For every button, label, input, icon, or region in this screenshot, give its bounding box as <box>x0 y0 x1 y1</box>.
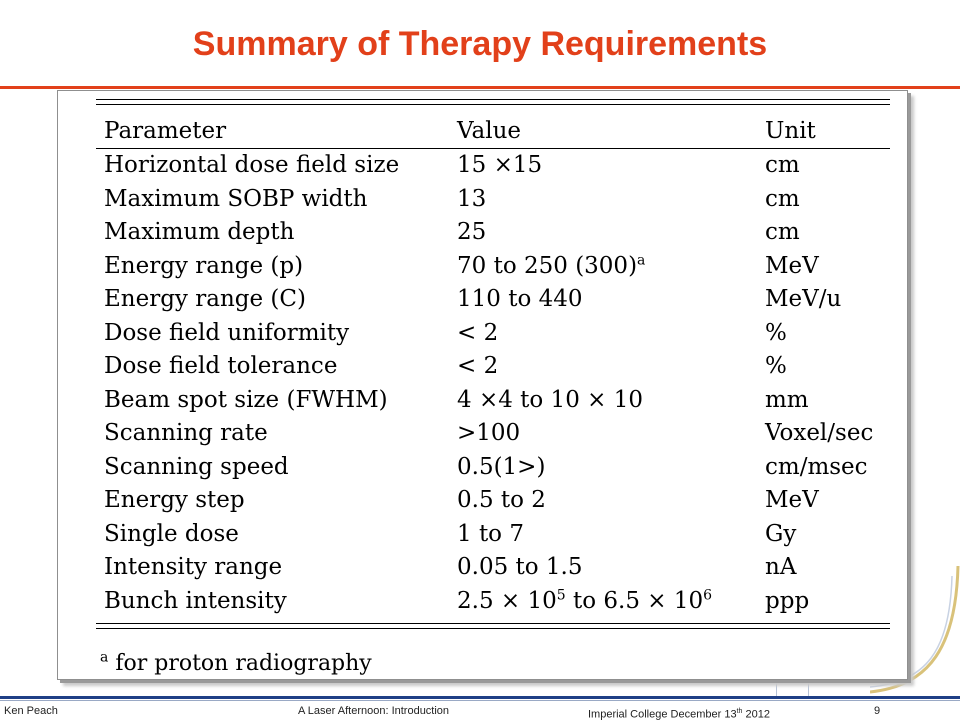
cell-parameter: Scanning rate <box>104 420 268 446</box>
footnote-ref: a <box>637 251 646 268</box>
table-row <box>96 484 890 518</box>
cell-value <box>449 585 757 619</box>
footnote-text: for proton radiography <box>108 651 372 676</box>
cell-unit: % <box>765 353 787 379</box>
table-row <box>96 283 890 317</box>
table-row <box>96 384 890 418</box>
slide-image <box>57 90 908 680</box>
table-row <box>96 183 890 217</box>
cell-unit: MeV/u <box>765 286 842 312</box>
cell-value: < 2 <box>457 353 499 379</box>
cell-unit: Gy <box>765 520 797 547</box>
cell-parameter: Dose field uniformity <box>104 319 350 346</box>
footnote <box>100 651 372 676</box>
footer-author: Ken Peach <box>4 705 58 717</box>
cell-parameter: Scanning speed <box>104 453 289 480</box>
cell-value: >100 <box>457 420 521 446</box>
cell-value: 0.5 to 2 <box>457 487 546 513</box>
table-row <box>96 518 890 552</box>
table-row <box>96 149 890 183</box>
table-top-rule-2 <box>96 104 890 105</box>
cell-value: 25 <box>457 219 487 245</box>
table-row <box>96 216 890 250</box>
table-row <box>96 417 890 451</box>
cell-value: 0.5(1>) <box>457 453 546 480</box>
cell-value: 0.05 to 1.5 <box>457 554 583 580</box>
footer-venue-text: Imperial College December 13 <box>588 708 737 721</box>
cell-parameter: Bunch intensity <box>104 587 287 614</box>
title-rule <box>0 86 960 89</box>
cell-value <box>449 250 757 284</box>
cell-value: 1 to 7 <box>457 520 524 547</box>
footer-venue <box>588 703 770 720</box>
cell-value: 15 ×15 <box>457 152 543 178</box>
cell-unit: cm <box>765 152 800 178</box>
table-bottom-rule-2 <box>96 628 890 629</box>
cell-parameter: Single dose <box>104 520 239 547</box>
table-row <box>96 317 890 351</box>
header-rule <box>96 148 890 149</box>
footer-venue-year: 2012 <box>742 708 770 721</box>
cell-unit: % <box>765 319 787 346</box>
table-row <box>96 451 890 485</box>
cell-value: 110 to 440 <box>457 286 583 312</box>
cell-parameter: Beam spot size (FWHM) <box>104 386 388 413</box>
cell-unit: Voxel/sec <box>765 420 874 446</box>
cell-unit: cm <box>765 185 800 212</box>
cell-value: 4 ×4 to 10 × 10 <box>457 386 643 413</box>
table-row <box>96 551 890 585</box>
footer-talk-title: A Laser Afternoon: Introduction <box>298 705 450 717</box>
cell-parameter: Maximum SOBP width <box>104 185 368 212</box>
table-row <box>96 585 890 619</box>
cell-parameter: Energy range (C) <box>104 286 306 312</box>
table-row <box>96 250 890 284</box>
header-unit: Unit <box>765 118 816 144</box>
footnote-mark: a <box>100 649 109 666</box>
cell-parameter: Energy range (p) <box>104 252 304 279</box>
page-number: 9 <box>874 705 881 717</box>
cell-parameter: Dose field tolerance <box>104 353 338 379</box>
cell-unit: cm <box>765 219 800 245</box>
header-parameter: Parameter <box>104 118 227 144</box>
cell-unit: MeV <box>765 487 819 513</box>
cell-parameter: Horizontal dose field size <box>104 152 400 178</box>
footer-venue-sup: th <box>736 708 743 715</box>
table-row <box>96 350 890 384</box>
cell-parameter: Energy step <box>104 487 245 513</box>
cell-unit: MeV <box>765 252 819 279</box>
footer-bar-thin <box>0 700 960 701</box>
cell-value-text: to 6.5 × 10 <box>565 587 704 614</box>
cell-unit: ppp <box>765 587 810 614</box>
cell-parameter: Intensity range <box>104 554 283 580</box>
table-top-rule <box>96 99 890 100</box>
slide-title: Summary of Therapy Requirements <box>192 25 768 63</box>
table-bottom-rule <box>96 623 890 624</box>
cell-unit: mm <box>765 386 809 413</box>
header-value: Value <box>457 118 521 144</box>
cell-unit: cm/msec <box>765 453 868 480</box>
cell-parameter: Maximum depth <box>104 219 295 245</box>
cell-value: < 2 <box>457 319 499 346</box>
cell-unit: nA <box>765 554 797 580</box>
cell-value: 13 <box>457 185 487 212</box>
requirements-table <box>96 113 890 618</box>
exponent: 6 <box>703 586 713 603</box>
footer-bar <box>0 696 960 699</box>
cell-value-text: 2.5 × 10 <box>457 587 557 614</box>
exponent: 5 <box>556 586 566 603</box>
table-header-row <box>96 113 890 149</box>
cell-value-text: 70 to 250 (300) <box>457 252 638 279</box>
